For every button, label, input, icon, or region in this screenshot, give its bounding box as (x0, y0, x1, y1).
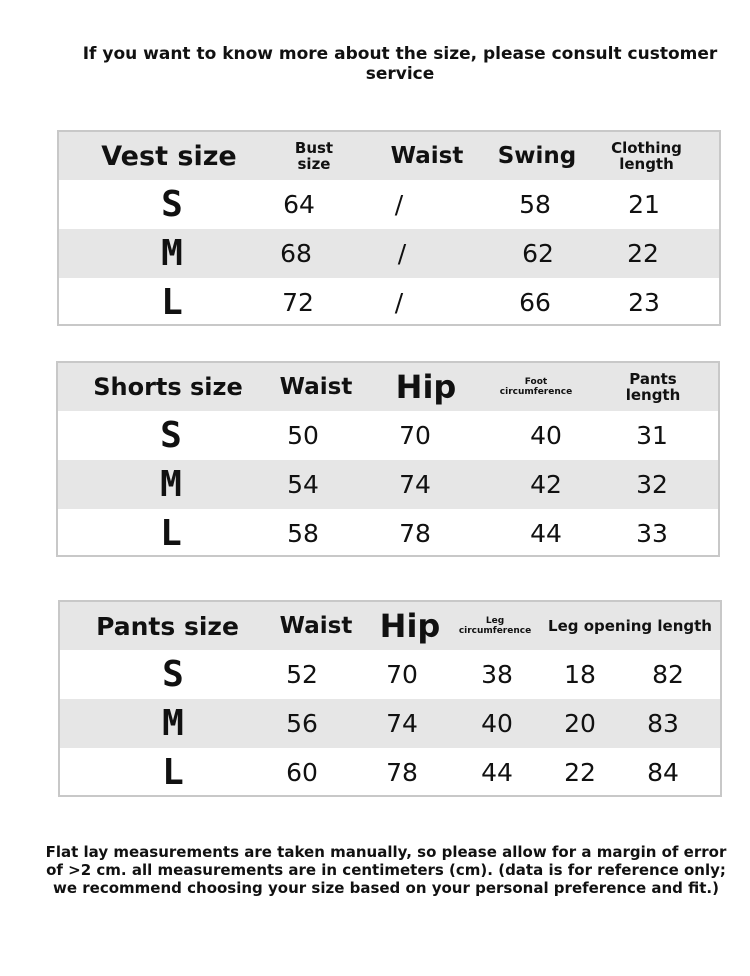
header-waist: Waist (279, 613, 353, 639)
cell-value: 78 (399, 518, 431, 548)
cell-value: 40 (481, 709, 513, 738)
size-label: L (162, 752, 184, 793)
table-row (58, 411, 718, 460)
cell-value: 72 (282, 287, 314, 317)
cell-value: 33 (636, 518, 668, 548)
table-header-row (60, 602, 720, 650)
cell-value: 32 (636, 470, 668, 499)
header-clothing-length: Clothing length (611, 139, 682, 173)
size-label: S (161, 184, 183, 225)
size-label: M (160, 464, 182, 505)
size-label: L (160, 512, 182, 554)
cell-value: 18 (564, 660, 596, 689)
cell-value: 66 (519, 287, 551, 317)
cell-value: 20 (564, 709, 596, 738)
cell-value: 52 (286, 660, 318, 689)
cell-value: 31 (636, 421, 668, 450)
size-label: M (161, 233, 183, 274)
header-leg-opening-length: Leg opening length (548, 617, 712, 635)
header-foot-circumference: Foot circumference (499, 377, 573, 397)
cell-value: 68 (280, 239, 312, 268)
cell-value: 64 (283, 190, 315, 219)
size-label: S (160, 415, 182, 456)
size-label: L (161, 281, 183, 323)
table-row (58, 460, 718, 509)
cell-value: 58 (519, 190, 551, 219)
cell-value: 78 (386, 758, 418, 787)
header-hip: Hip (379, 607, 441, 645)
cell-value: 38 (481, 660, 513, 689)
header-waist: Waist (279, 374, 353, 400)
table-row (60, 699, 720, 748)
header-leg-circumference: Leg circumference (458, 616, 532, 636)
cell-value: 84 (647, 758, 679, 787)
cell-value: 42 (530, 470, 562, 499)
header-pants-length: Pants length (625, 370, 681, 404)
cell-value: 44 (481, 758, 513, 787)
cell-value: 74 (399, 470, 431, 499)
cell-value: 70 (399, 421, 431, 450)
table-row (58, 509, 718, 557)
cell-value: / (394, 190, 404, 219)
shorts-size-table (56, 361, 720, 557)
table-row (59, 180, 719, 229)
size-label: S (162, 654, 184, 695)
header-hip: Hip (395, 368, 457, 406)
header-swing: Swing (497, 143, 577, 169)
cell-value: 58 (287, 518, 319, 548)
size-consult-note: If you want to know more about the size, please consult customer service (82, 44, 718, 84)
table-row (59, 229, 719, 278)
cell-value: 50 (287, 421, 319, 450)
table-row (60, 748, 720, 797)
table-row (60, 650, 720, 699)
cell-value: 44 (530, 518, 562, 548)
cell-value: / (394, 287, 404, 317)
cell-value: 21 (628, 190, 660, 219)
cell-value: 22 (627, 239, 659, 268)
header-bust-size: Bust size (294, 139, 334, 173)
cell-value: 54 (287, 470, 319, 499)
cell-value: 74 (386, 709, 418, 738)
cell-value: 22 (564, 758, 596, 787)
table-row (59, 278, 719, 326)
cell-value: 60 (286, 758, 318, 787)
pants-table-title: Pants size (96, 611, 239, 641)
cell-value: / (397, 239, 407, 268)
cell-value: 23 (628, 287, 660, 317)
cell-value: 62 (522, 239, 554, 268)
table-header-row (58, 363, 718, 411)
cell-value: 56 (286, 709, 318, 738)
vest-size-table (57, 130, 721, 326)
table-header-row (59, 132, 719, 180)
cell-value: 70 (386, 660, 418, 689)
vest-table-title: Vest size (101, 140, 237, 172)
header-waist: Waist (390, 143, 464, 169)
size-label: M (162, 703, 184, 744)
cell-value: 40 (530, 421, 562, 450)
shorts-table-title: Shorts size (93, 373, 243, 401)
cell-value: 82 (652, 660, 684, 689)
cell-value: 83 (647, 709, 679, 738)
measurement-disclaimer: Flat lay measurements are taken manually, so please allow for a margin of error of >2 cm. all measurements are in centimeters (cm). (data is for reference only; we recommend choosing your size based on your personal preference and fit.) (45, 843, 727, 897)
pants-size-table (58, 600, 722, 797)
